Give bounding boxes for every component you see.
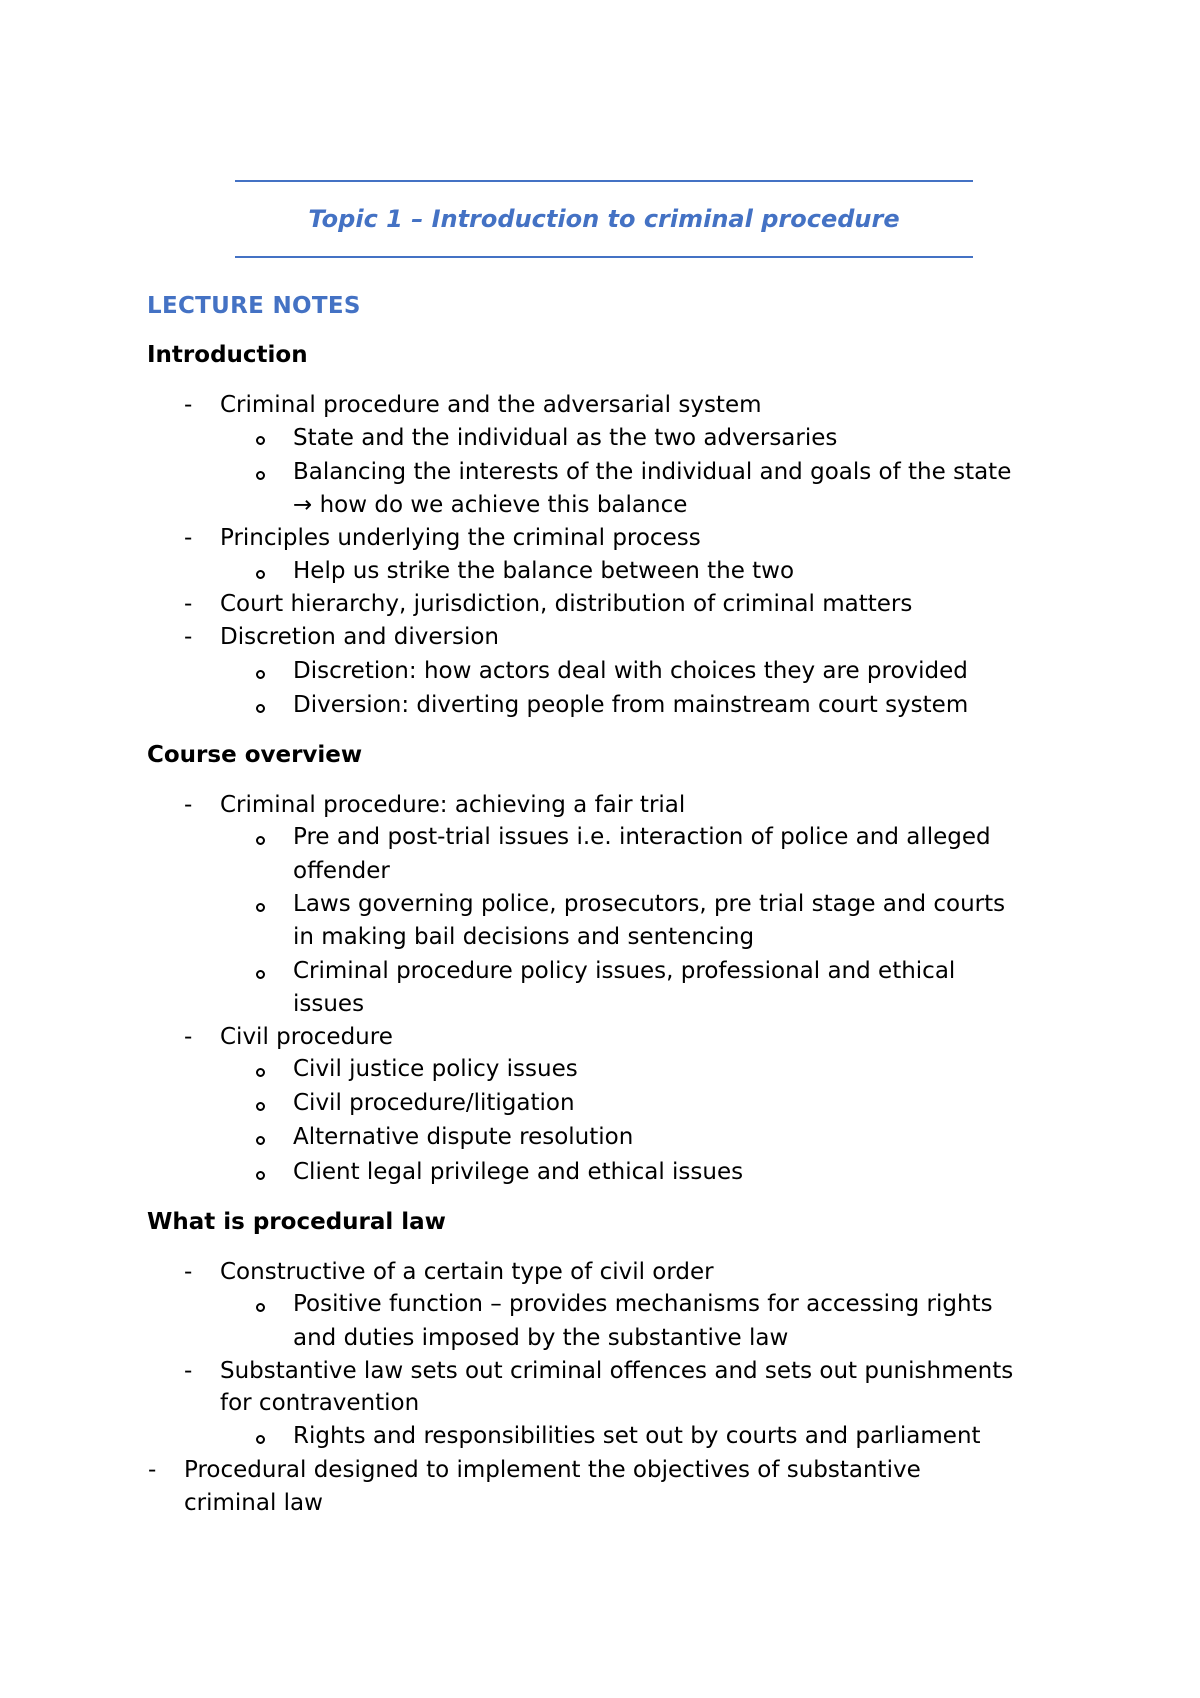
circle-bullet-icon xyxy=(256,570,265,579)
dash-marker: - xyxy=(184,1358,193,1384)
section-heading-course-overview: Course overview xyxy=(147,742,363,768)
list-item: Laws governing police, prosecutors, pre trial stage and courts xyxy=(293,891,1006,917)
list-item-continuation: issues xyxy=(293,991,365,1017)
circle-bullet-icon xyxy=(256,471,265,480)
circle-bullet-icon xyxy=(256,1136,265,1145)
list-item: Procedural designed to implement the objectives of substantive xyxy=(184,1457,921,1483)
list-item-continuation: → how do we achieve this balance xyxy=(293,492,688,518)
dash-marker: - xyxy=(184,392,193,418)
dash-marker: - xyxy=(184,525,193,551)
list-item-continuation: and duties imposed by the substantive law xyxy=(293,1325,789,1351)
list-item-continuation: criminal law xyxy=(184,1490,323,1516)
list-item: Rights and responsibilities set out by courts and parliament xyxy=(293,1423,981,1449)
list-item: Pre and post-trial issues i.e. interaction of police and alleged xyxy=(293,824,991,850)
list-item: Client legal privilege and ethical issues xyxy=(293,1159,744,1185)
circle-bullet-icon xyxy=(256,670,265,679)
circle-bullet-icon xyxy=(256,1171,265,1180)
list-item: Principles underlying the criminal process xyxy=(220,525,701,551)
list-item: Criminal procedure: achieving a fair trial xyxy=(220,792,686,818)
circle-bullet-icon xyxy=(256,1102,265,1111)
list-item-continuation: for contravention xyxy=(220,1390,420,1416)
list-item-continuation: in making bail decisions and sentencing xyxy=(293,924,755,950)
dash-marker: - xyxy=(184,624,193,650)
list-item: Court hierarchy, jurisdiction, distribution of criminal matters xyxy=(220,591,913,617)
section-heading-introduction: Introduction xyxy=(147,342,308,368)
circle-bullet-icon xyxy=(256,1303,265,1312)
list-item: Positive function – provides mechanisms for accessing rights xyxy=(293,1291,993,1317)
dash-marker: - xyxy=(184,792,193,818)
list-item: Civil procedure/litigation xyxy=(293,1090,575,1116)
list-item: Alternative dispute resolution xyxy=(293,1124,634,1150)
lecture-notes-heading: LECTURE NOTES xyxy=(147,293,361,319)
list-item: Civil justice policy issues xyxy=(293,1056,578,1082)
list-item: Diversion: diverting people from mainstream court system xyxy=(293,692,969,718)
list-item: Civil procedure xyxy=(220,1024,393,1050)
circle-bullet-icon xyxy=(256,903,265,912)
title-block xyxy=(235,180,973,258)
list-item: Discretion: how actors deal with choices they are provided xyxy=(293,658,968,684)
dash-marker: - xyxy=(184,1024,193,1050)
list-item: State and the individual as the two adversaries xyxy=(293,425,838,451)
dash-marker: - xyxy=(148,1457,157,1483)
circle-bullet-icon xyxy=(256,704,265,713)
list-item: Substantive law sets out criminal offences and sets out punishments xyxy=(220,1358,1014,1384)
list-item: Criminal procedure and the adversarial system xyxy=(220,392,762,418)
list-item: Help us strike the balance between the two xyxy=(293,558,795,584)
document-title: Topic 1 – Introduction to criminal procedure xyxy=(308,205,900,233)
list-item: Discretion and diversion xyxy=(220,624,500,650)
list-item: Balancing the interests of the individual and goals of the state xyxy=(293,459,1012,485)
circle-bullet-icon xyxy=(256,1068,265,1077)
circle-bullet-icon xyxy=(256,1435,265,1444)
dash-marker: - xyxy=(184,591,193,617)
circle-bullet-icon xyxy=(256,436,265,445)
dash-marker: - xyxy=(184,1259,193,1285)
section-heading-procedural-law: What is procedural law xyxy=(147,1209,446,1235)
list-item-continuation: offender xyxy=(293,858,390,884)
circle-bullet-icon xyxy=(256,970,265,979)
list-item: Constructive of a certain type of civil order xyxy=(220,1259,714,1285)
list-item: Criminal procedure policy issues, professional and ethical xyxy=(293,958,956,984)
circle-bullet-icon xyxy=(256,836,265,845)
